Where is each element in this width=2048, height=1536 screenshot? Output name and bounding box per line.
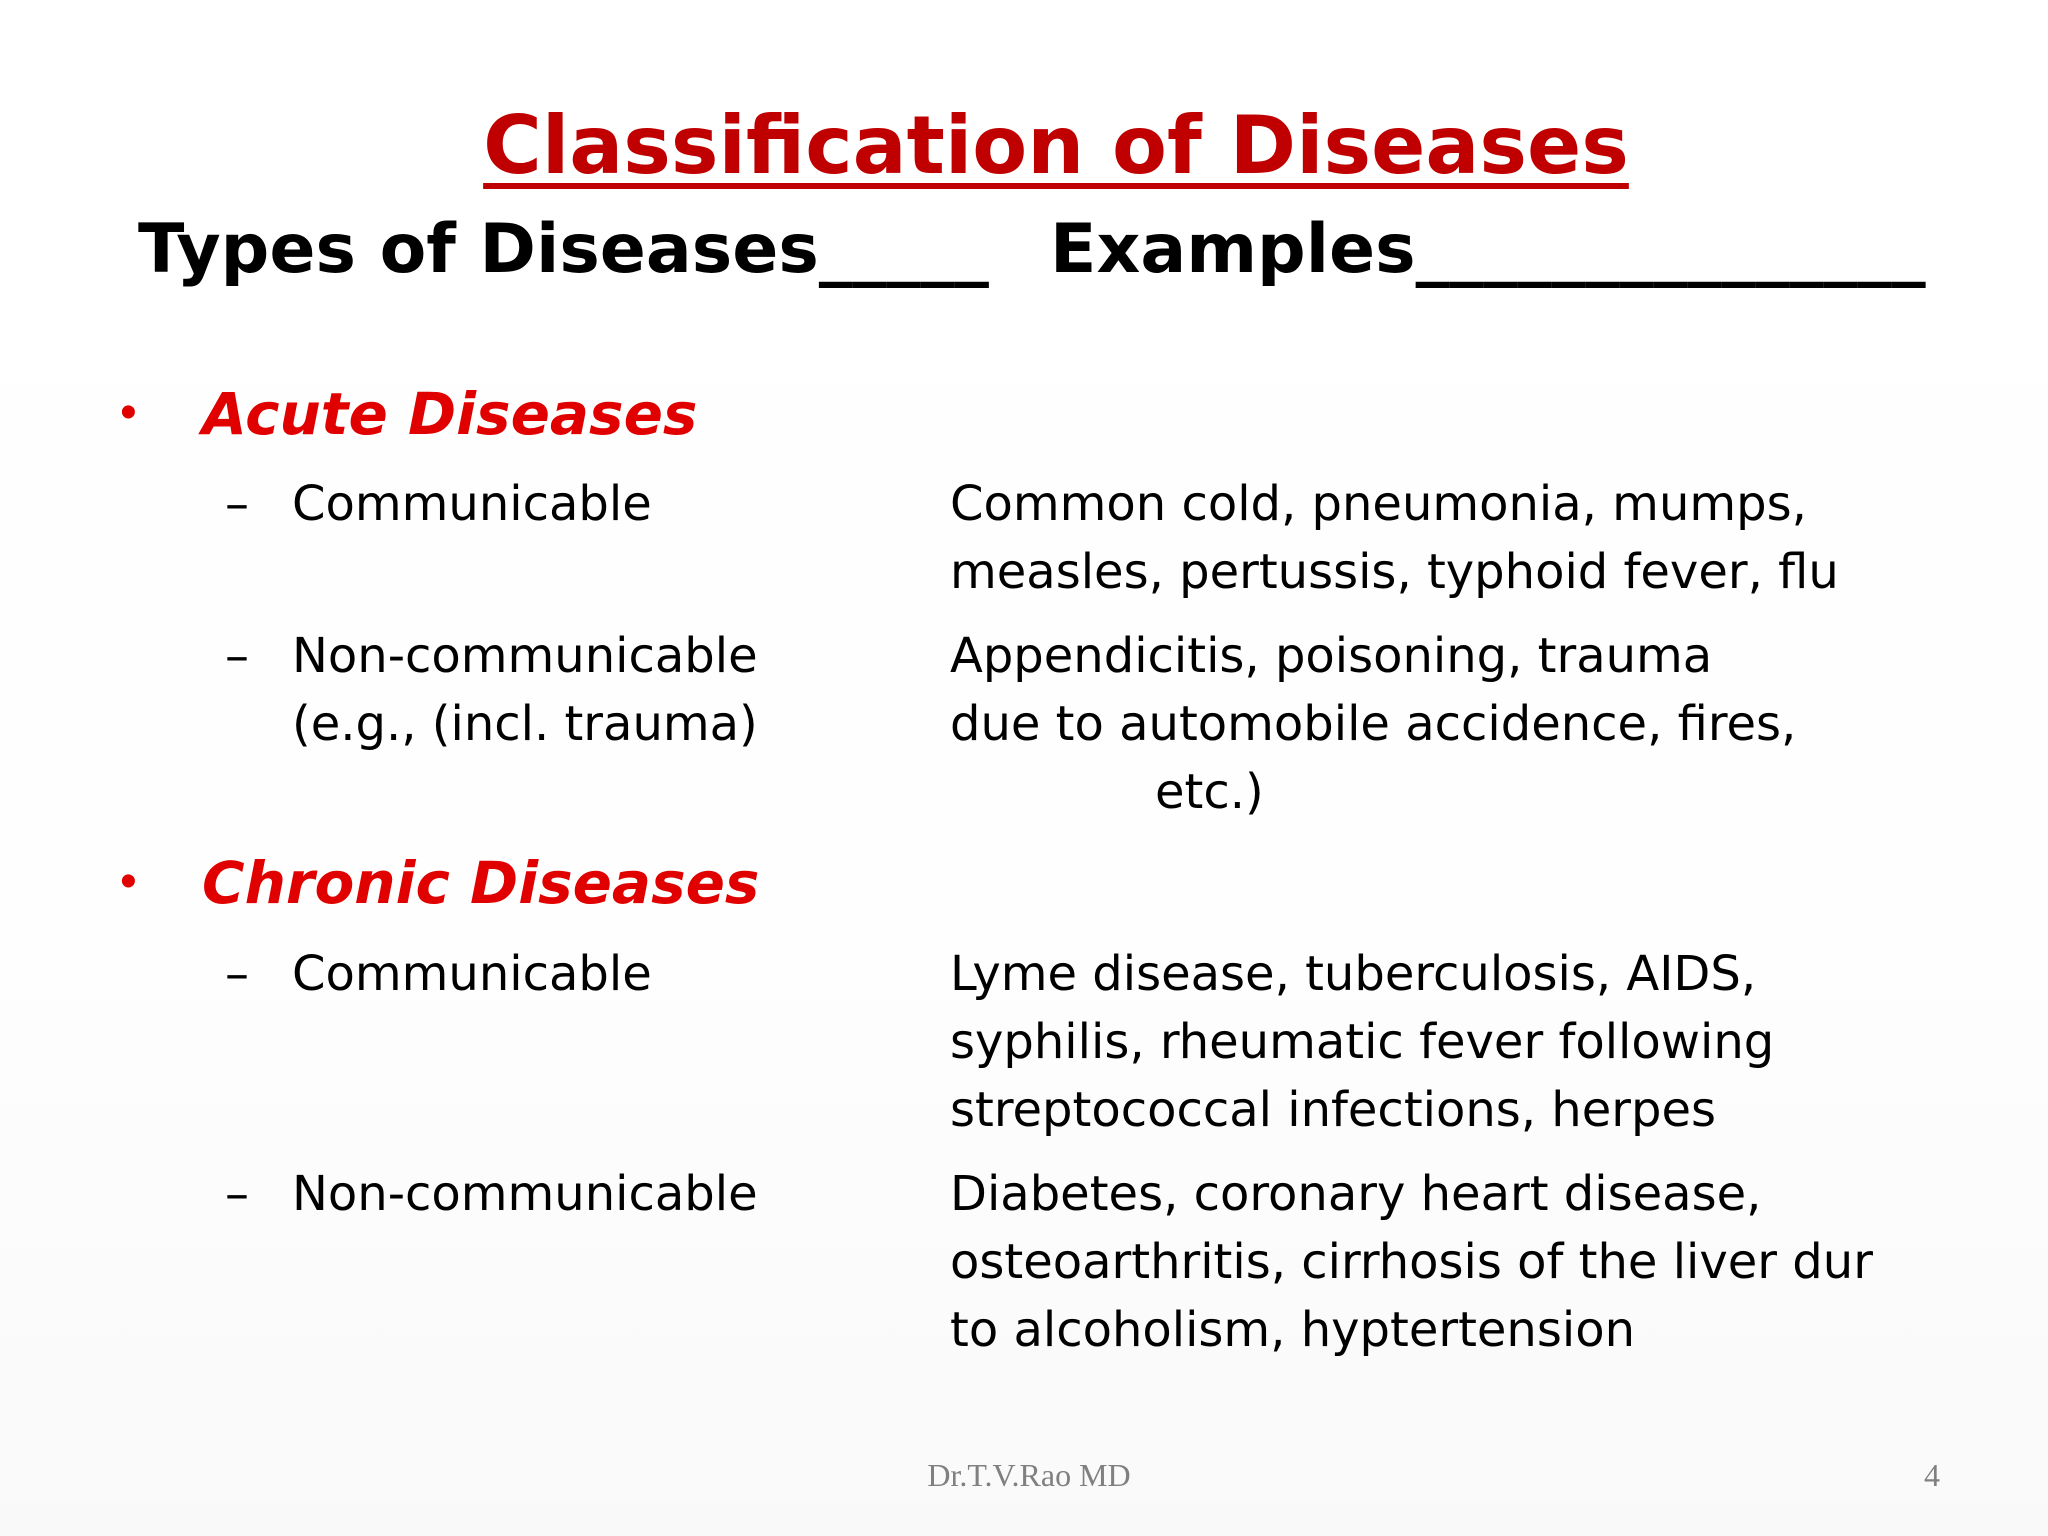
type-acute-communicable: Communicable (292, 476, 652, 532)
dash-icon: – (225, 1166, 249, 1222)
header-examples: Examples_______________ (1050, 210, 1926, 289)
type-acute-non-communicable-note: (e.g., (incl. trauma) (292, 696, 758, 752)
dash-icon: – (225, 628, 249, 684)
example-line: etc.) (1155, 764, 1264, 820)
slide-number: 4 (1924, 1457, 1940, 1493)
example-line: syphilis, rheumatic fever following (950, 1014, 1775, 1070)
header-types-of-diseases: Types of Diseases_____ (138, 210, 989, 289)
example-line: to alcoholism, hyptertension (950, 1302, 1635, 1358)
slide-title: Classification of Diseases (483, 99, 1629, 192)
category-chronic-diseases: Chronic Diseases (202, 849, 760, 917)
example-line: Appendicitis, poisoning, trauma (950, 628, 1713, 684)
example-line: measles, pertussis, typhoid fever, flu (950, 544, 1839, 600)
bullet-icon: • (120, 386, 137, 439)
example-line: Common cold, pneumonia, mumps, (950, 476, 1807, 532)
dash-icon: – (225, 476, 249, 532)
type-acute-non-communicable: Non-communicable (292, 628, 758, 684)
bullet-icon: • (120, 855, 137, 908)
example-line: due to automobile accidence, fires, (950, 696, 1797, 752)
example-line: Lyme disease, tuberculosis, AIDS, (950, 946, 1757, 1002)
dash-icon: – (225, 946, 249, 1002)
example-line: Diabetes, coronary heart disease, (950, 1166, 1762, 1222)
example-line: osteoarthritis, cirrhosis of the liver dur (950, 1234, 1873, 1290)
category-acute-diseases: Acute Diseases (202, 380, 698, 448)
footer-author: Dr.T.V.Rao MD (927, 1457, 1131, 1493)
type-chronic-communicable: Communicable (292, 946, 652, 1002)
example-line: streptococcal infections, herpes (950, 1082, 1716, 1138)
type-chronic-non-communicable: Non-communicable (292, 1166, 758, 1222)
